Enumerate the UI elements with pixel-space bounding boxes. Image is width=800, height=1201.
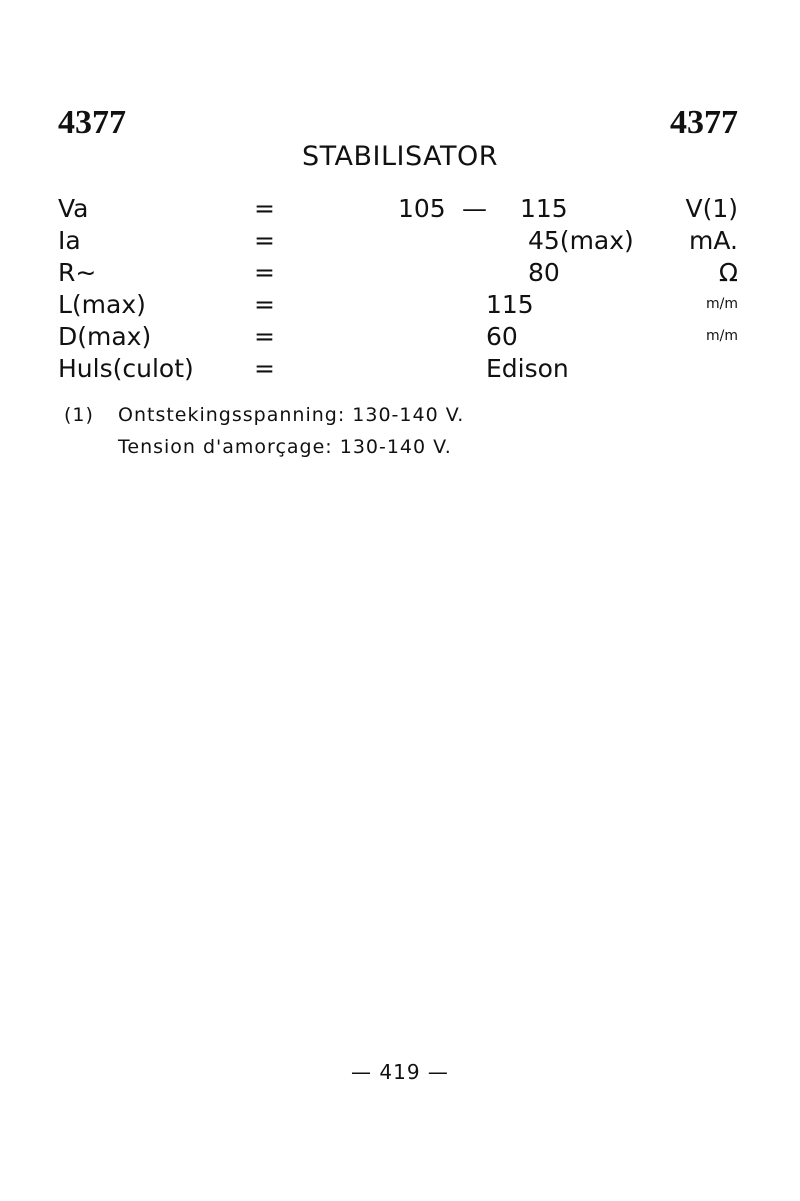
spec-unit: m/m: [706, 296, 738, 312]
spec-value: 80: [528, 258, 560, 287]
spec-value-from: 105: [398, 194, 446, 223]
spec-row-dmax: [0, 322, 800, 354]
spec-row-ia: [0, 226, 800, 258]
spec-value-to: 115: [520, 194, 568, 223]
equals-sign: =: [254, 194, 275, 223]
page-title: STABILISATOR: [301, 141, 498, 172]
equals-sign: =: [254, 226, 275, 255]
spec-label: Va: [58, 194, 89, 223]
header-number-right: 4377: [670, 104, 738, 141]
spec-unit: V(1): [685, 194, 738, 223]
equals-sign: =: [254, 354, 275, 383]
spec-row-base: [0, 354, 800, 386]
footnote-line-1: Ontstekingsspanning: 130-140 V.: [118, 404, 465, 426]
spec-value: 45(max): [528, 226, 634, 255]
spec-value: 60: [486, 322, 518, 351]
footnote-line-2: Tension d'amorçage: 130-140 V.: [118, 436, 452, 458]
spec-row-r: [0, 258, 800, 290]
page-number: — 419 —: [351, 1060, 449, 1084]
spec-unit: m/m: [706, 328, 738, 344]
spec-label: D(max): [58, 322, 152, 351]
spec-row-lmax: [0, 290, 800, 322]
spec-unit: mA.: [689, 226, 738, 255]
header-number-left: 4377: [58, 104, 126, 141]
equals-sign: =: [254, 322, 275, 351]
spec-value: 115: [486, 290, 534, 319]
spec-label: L(max): [58, 290, 146, 319]
spec-value: Edison: [486, 354, 569, 383]
spec-label: R∼: [58, 258, 97, 287]
spec-unit: Ω: [718, 258, 738, 287]
spec-label: Huls(culot): [58, 354, 194, 383]
spec-row-va: [0, 194, 800, 226]
footnote-marker: (1): [64, 404, 94, 426]
equals-sign: =: [254, 258, 275, 287]
equals-sign: =: [254, 290, 275, 319]
range-dash: —: [462, 194, 487, 223]
spec-label: Ia: [58, 226, 81, 255]
